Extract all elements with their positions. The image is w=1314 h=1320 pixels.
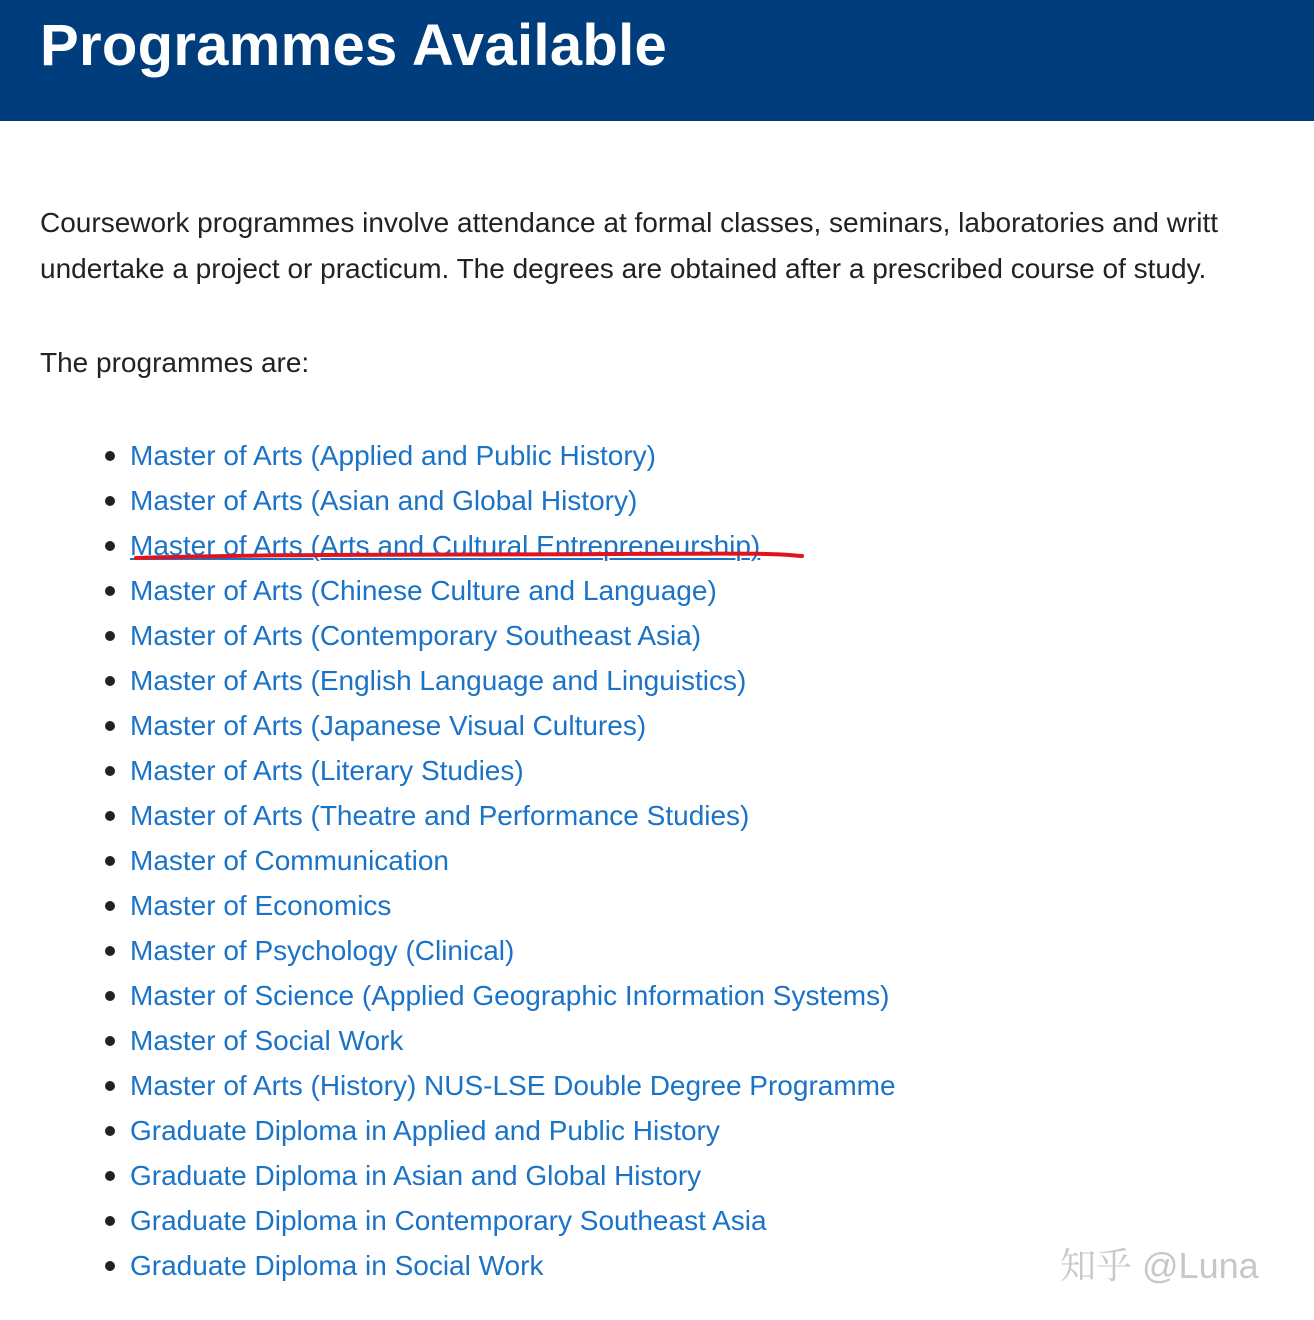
- list-item: [130, 1153, 896, 1198]
- list-item: [130, 883, 896, 928]
- list-item: [130, 1243, 896, 1288]
- list-item: [130, 1063, 896, 1108]
- programme-link-economics[interactable]: Master of Economics: [130, 890, 392, 921]
- bullet-icon: [105, 766, 115, 776]
- bullet-icon: [105, 1126, 115, 1136]
- programme-link-theatre-performance-studies[interactable]: Master of Arts (Theatre and Performance Studies): [130, 800, 750, 831]
- bullet-icon: [105, 541, 115, 551]
- bullet-icon: [105, 631, 115, 641]
- header-bar: [0, 0, 1314, 121]
- bullet-icon: [105, 451, 115, 461]
- bullet-icon: [105, 1261, 115, 1271]
- list-item: [130, 568, 896, 613]
- programme-list: [130, 433, 896, 1288]
- bullet-icon: [105, 811, 115, 821]
- list-item: [130, 1198, 896, 1243]
- programme-link-applied-gis[interactable]: Master of Science (Applied Geographic Information Systems): [130, 980, 890, 1011]
- intro-paragraph: [40, 200, 1314, 292]
- list-item: [130, 433, 896, 478]
- programme-link-arts-cultural-entrepreneurship[interactable]: Master of Arts (Arts and Cultural Entrepreneurship): [130, 530, 761, 561]
- programme-link-psychology-clinical[interactable]: Master of Psychology (Clinical): [130, 935, 515, 966]
- programme-link-gd-contemporary-southeast-asia[interactable]: Graduate Diploma in Contemporary Southeast Asia: [130, 1205, 767, 1236]
- page-title: Programmes Available: [40, 13, 668, 78]
- list-item: [130, 658, 896, 703]
- list-item: [130, 928, 896, 973]
- programme-link-gd-applied-public-history[interactable]: Graduate Diploma in Applied and Public History: [130, 1115, 720, 1146]
- intro-line-2: undertake a project or practicum. The degrees are obtained after a prescribed course of study.: [40, 253, 1207, 284]
- programme-link-applied-public-history[interactable]: Master of Arts (Applied and Public History): [130, 440, 656, 471]
- programme-link-english-language-linguistics[interactable]: Master of Arts (English Language and Linguistics): [130, 665, 747, 696]
- bullet-icon: [105, 1216, 115, 1226]
- bullet-icon: [105, 991, 115, 1001]
- bullet-icon: [105, 1081, 115, 1091]
- bullet-icon: [105, 901, 115, 911]
- bullet-icon: [105, 946, 115, 956]
- zhihu-watermark: 知乎 @Luna: [1060, 1245, 1259, 1286]
- list-item: [130, 703, 896, 748]
- bullet-icon: [105, 676, 115, 686]
- programme-link-asian-global-history[interactable]: Master of Arts (Asian and Global History): [130, 485, 638, 516]
- bullet-icon: [105, 1171, 115, 1181]
- list-item: [130, 613, 896, 658]
- list-item: [130, 1108, 896, 1153]
- programme-link-gd-asian-global-history[interactable]: Graduate Diploma in Asian and Global History: [130, 1160, 702, 1191]
- list-item: [130, 748, 896, 793]
- bullet-icon: [105, 856, 115, 866]
- list-item: [130, 793, 896, 838]
- list-item: [130, 973, 896, 1018]
- list-item: [130, 838, 896, 883]
- red-underline-annotation: [134, 550, 804, 562]
- list-item: [130, 478, 896, 523]
- programme-link-communication[interactable]: Master of Communication: [130, 845, 450, 876]
- programme-link-chinese-culture-language[interactable]: Master of Arts (Chinese Culture and Language): [130, 575, 717, 606]
- programme-link-nus-lse-double-degree[interactable]: Master of Arts (History) NUS-LSE Double Degree Programme: [130, 1070, 896, 1101]
- programme-link-gd-social-work[interactable]: Graduate Diploma in Social Work: [130, 1250, 544, 1281]
- programme-link-literary-studies[interactable]: Master of Arts (Literary Studies): [130, 755, 524, 786]
- bullet-icon: [105, 721, 115, 731]
- programme-link-japanese-visual-cultures[interactable]: Master of Arts (Japanese Visual Cultures): [130, 710, 647, 741]
- bullet-icon: [105, 586, 115, 596]
- list-item: [130, 1018, 896, 1063]
- bullet-icon: [105, 1036, 115, 1046]
- intro-line-1: Coursework programmes involve attendance at formal classes, seminars, laboratories and writt: [40, 207, 1219, 238]
- programmes-lead-text: The programmes are:: [40, 347, 310, 378]
- bullet-icon: [105, 496, 115, 506]
- programme-link-contemporary-southeast-asia[interactable]: Master of Arts (Contemporary Southeast Asia): [130, 620, 702, 651]
- programme-link-social-work[interactable]: Master of Social Work: [130, 1025, 404, 1056]
